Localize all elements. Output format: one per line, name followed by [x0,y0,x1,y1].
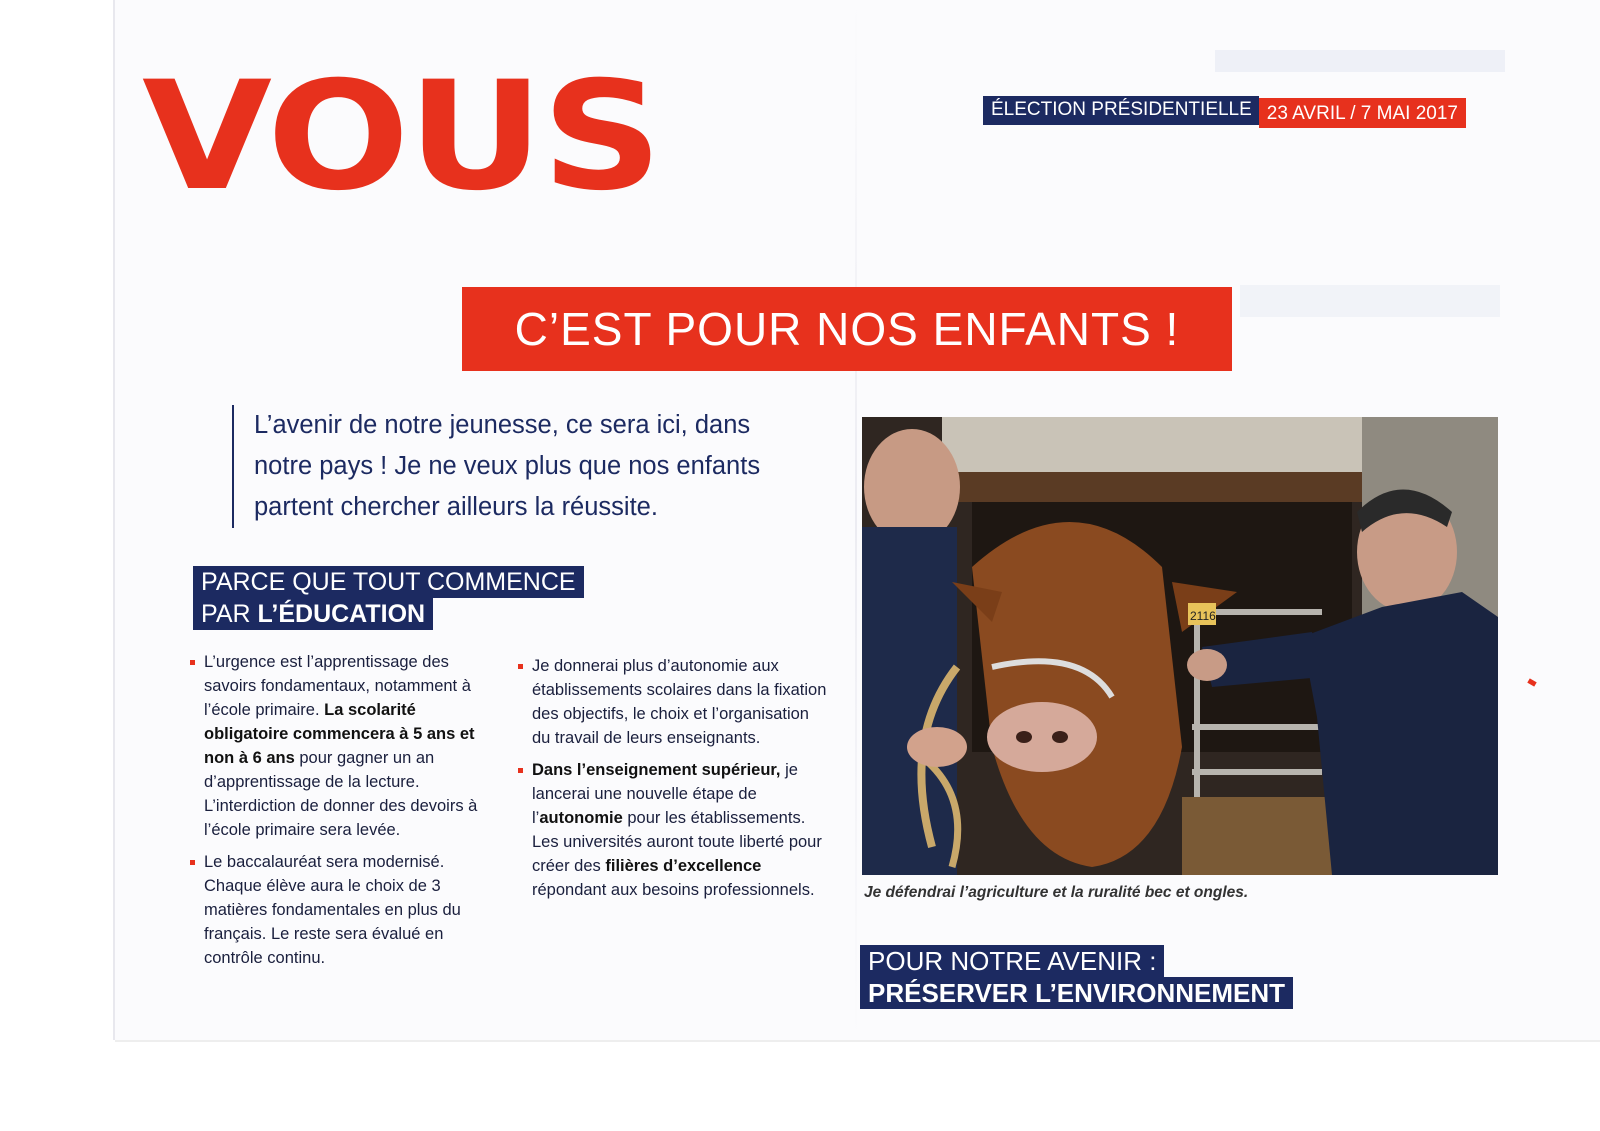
environment-heading-line1: POUR NOTRE AVENIR : [860,945,1164,977]
bullet-icon [190,860,195,865]
quote-line: partent chercher ailleurs la réussite. [254,493,658,521]
farm-photo [862,417,1498,875]
item-bold-text: La scolarité obligatoire commencera à 5 ans et non à 6 ans [204,701,475,767]
photo-caption: Je défendrai l’agriculture et la ruralité bec et ongles. [864,884,1249,901]
bullet-icon [518,768,523,773]
election-dates: 23 AVRIL / 7 MAI 2017 [1259,98,1466,128]
list-item [190,650,500,842]
heading-bold: L’ÉDUCATION [257,600,426,628]
item-text: pour les établissements. Les universités auront toute liberté pour créer des [532,809,822,875]
masthead-title: VOUS [142,50,661,224]
election-badge [983,96,1466,125]
banner-headline: C’EST POUR NOS ENFANTS ! [462,287,1232,371]
item-bold-text: filières d’excellence [605,857,762,875]
environment-heading-line2: PRÉSERVER L’ENVIRONNEMENT [860,977,1293,1009]
list-item [190,850,500,970]
show-through-bar [1240,285,1500,317]
education-left-column [190,650,500,978]
item-bold-text: Dans l’enseignement supérieur, [532,761,781,779]
ear-tag-number: 2116 [1190,609,1216,623]
item-text: L’urgence est l’apprentissage des savoirs fondamentaux, notamment à l’école primaire. [204,653,471,719]
education-heading-line2 [193,598,433,630]
bullet-icon [518,664,523,669]
quote-line: notre pays ! Je ne veux plus que nos enfants [254,452,761,480]
heading-prefix: PAR [201,600,258,628]
list-item [518,758,828,902]
election-label: ÉLECTION PRÉSIDENTIELLE [983,96,1259,125]
list-item [518,654,828,750]
intro-quote [232,405,854,528]
quote-line: L’avenir de notre jeunesse, ce sera ici, dans [254,411,751,439]
environment-heading [860,945,1293,1009]
item-bold-text: autonomie [539,809,623,827]
page-fold [855,0,857,1040]
bullet-icon [190,660,195,665]
education-heading [193,566,584,630]
item-text: pour gagner un an d’apprentissage de la lecture. L’interdiction de donner des devoirs à l’école primaire sera levée. [204,749,478,839]
education-right-column [518,654,828,910]
item-text: Le baccalauréat sera modernisé. Chaque élève aura le choix de 3 matières fondamentales en plus du français. Le reste sera évalué en contrôle continu. [204,853,461,967]
item-text: Je donnerai plus d’autonomie aux établissements scolaires dans la fixation des objectifs, le choix et l’organisation du travail de leurs enseignants. [532,657,827,747]
show-through-bar [1215,50,1505,72]
item-text: je lancerai une nouvelle étape de l’ [532,761,798,827]
item-text: répondant aux besoins professionnels. [532,881,815,899]
farm-photo-illustration [862,417,1498,875]
education-heading-line1: PARCE QUE TOUT COMMENCE [193,566,584,598]
